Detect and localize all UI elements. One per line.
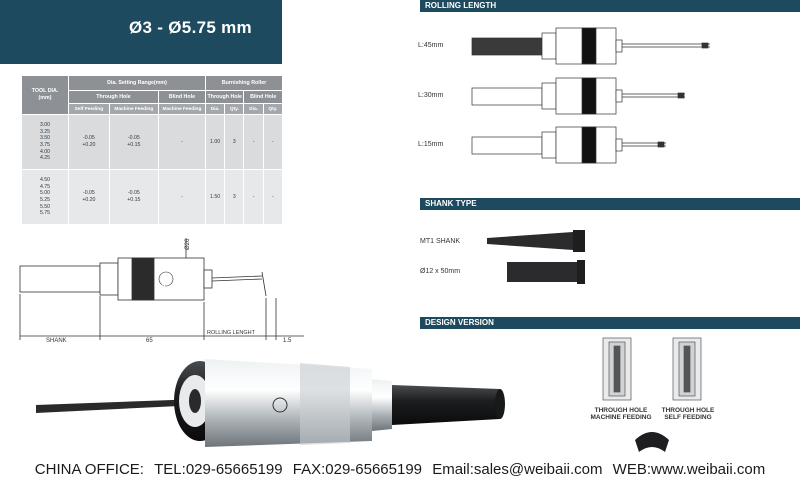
page-title: Ø3 - Ø5.75 mm xyxy=(129,18,252,37)
table-row xyxy=(22,170,283,225)
rolling-length-label-45: L:45mm xyxy=(418,42,444,49)
roller-qty: 3 xyxy=(225,170,244,225)
machine-feeding-range: -0.05 +0.15 xyxy=(109,170,158,225)
blind-dia: - xyxy=(244,115,263,170)
roller-dia-header: Dia. xyxy=(205,104,224,115)
product-photo xyxy=(0,345,520,461)
title-banner xyxy=(0,0,282,64)
blind-dia: - xyxy=(244,170,263,225)
blind-dia-header: Dia. xyxy=(244,104,263,115)
machine-feeding-header: Machine Feeding xyxy=(109,104,158,115)
self-feeding-range: -0.05 +0.20 xyxy=(69,170,110,225)
roller-qty: 3 xyxy=(225,115,244,170)
tool-dimension-drawing xyxy=(14,236,304,346)
footer-fax: FAX:029-65665199 xyxy=(292,461,423,478)
blind-qty: - xyxy=(263,115,282,170)
design-through-self: THROUGH HOLE SELF FEEDING xyxy=(661,407,715,421)
blind-qty: - xyxy=(263,170,282,225)
blind-hole-header: Blind Hole xyxy=(158,91,205,104)
roller-qty-header: Qty. xyxy=(225,104,244,115)
roller-blind-hole-header: Blind Hole xyxy=(244,91,283,104)
footer-email[interactable]: Email:sales@weibaii.com xyxy=(432,461,603,478)
roller-dia: 1.50 xyxy=(205,170,224,225)
dim-shank: SHANK xyxy=(46,338,67,344)
dim-body: 65 xyxy=(146,338,153,344)
shank-type-drawings xyxy=(485,228,590,288)
design-version-header: DESIGN VERSION xyxy=(420,317,800,329)
dia-setting-header: Dia. Setting Range(mm) xyxy=(69,76,206,91)
blind-range: - xyxy=(158,115,205,170)
self-feeding-header: Self Feeding xyxy=(69,104,110,115)
footer-office: CHINA OFFICE: xyxy=(34,461,144,478)
shank-label-mt1: MT1 SHANK xyxy=(420,238,461,245)
self-feeding-range: -0.05 +0.20 xyxy=(69,115,110,170)
rolling-length-drawings xyxy=(470,20,720,170)
burnishing-roller-header: Burnishing Roller xyxy=(205,76,282,91)
dim-tip: 1.5 xyxy=(283,338,292,344)
blind-range: - xyxy=(158,170,205,225)
rolling-length-header: ROLLING LENGTH xyxy=(420,0,800,12)
machine-feeding-range: -0.05 +0.15 xyxy=(109,115,158,170)
dim-diameter: Ø26 xyxy=(185,238,191,250)
brand-mark-text: YAMATO xyxy=(161,279,166,298)
tool-sizes: 3.00 3.25 3.50 3.75 4.00 4.25 xyxy=(22,115,69,170)
rolling-length-label-15: L:15mm xyxy=(418,141,444,148)
blind-machine-feeding-header: Machine Feeding xyxy=(158,104,205,115)
design-version-drawings xyxy=(595,336,715,456)
footer-web[interactable]: WEB:www.weibaii.com xyxy=(612,461,766,478)
blind-qty-header: Qty. xyxy=(263,104,282,115)
design-through-machine: THROUGH HOLE MACHINE FEEDING xyxy=(590,407,652,421)
shank-label-straight: Ø12 x 50mm xyxy=(420,268,461,275)
corner-header: TOOL DIA. (mm) xyxy=(22,76,69,115)
through-hole-header: Through Hole xyxy=(69,91,159,104)
tool-sizes: 4.50 4.75 5.00 5.25 5.50 5.75 xyxy=(22,170,69,225)
footer-tel: TEL:029-65665199 xyxy=(154,461,283,478)
dim-rolling: ROLLING LENGHT xyxy=(207,330,255,336)
roller-through-hole-header: Through Hole xyxy=(205,91,244,104)
roller-dia: 1.00 xyxy=(205,115,224,170)
spec-table xyxy=(21,75,283,225)
table-row xyxy=(22,115,283,170)
contact-footer xyxy=(0,461,800,478)
rolling-length-label-30: L:30mm xyxy=(418,92,444,99)
shank-type-header: SHANK TYPE xyxy=(420,198,800,210)
